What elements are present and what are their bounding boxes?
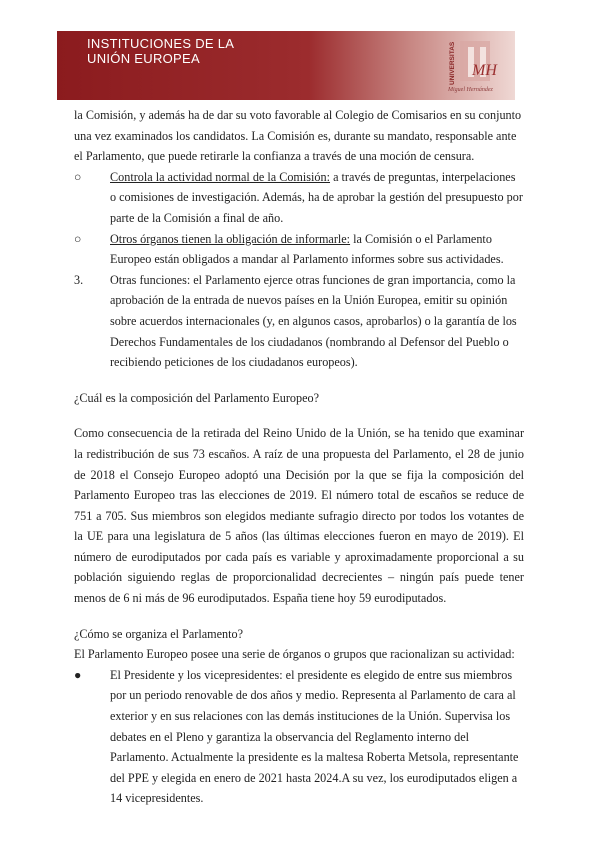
question-heading-composition: ¿Cuál es la composición del Parlamento Europeo? bbox=[74, 390, 320, 405]
underlined-lead: Controla la actividad normal de la Comisión: bbox=[110, 169, 331, 184]
intro-paragraph: la Comisión, y además ha de dar su voto favorable al Colegio de Comisarios en su conjunto una vez examinados los candidatos. La Comisión es, durante su mandato, responsable ante el Parlamento, que puede retirarle la confianza a través de una moción de censura. bbox=[74, 108, 522, 164]
underlined-lead: Otros órganos tienen la obligación de informarle: bbox=[110, 231, 351, 246]
logo-monogram: MH bbox=[472, 62, 497, 79]
list-item-3 bbox=[74, 270, 524, 373]
logo-caption: Miguel Hernández bbox=[448, 87, 493, 93]
list-item-presidente bbox=[74, 665, 524, 809]
list-item-text: Otras funciones: el Parlamento ejerce otras funciones de gran importancia, como la aprobación de la entrada de nuevos países en la Unión Europea, emitir su opinión sobre acuerdos internacionales (y, en algunos casos, aprobarlos) o la garantía de los Derechos Fundamentales de los ciudadanos (nombrando al Defensor del Pueblo o recibiendo peticiones de los ciudadanos europeos). bbox=[110, 272, 517, 370]
header-title bbox=[87, 36, 234, 66]
composition-paragraph: Como consecuencia de la retirada del Reino Unido de la Unión, se ha tenido que examinar la redistribución de sus 73 escaños. A raíz de una propuesta del Parlamento, el 28 de junio de 2018 el Consejo Europeo adoptó una Decisión por la que se fija la composición del Parlamento Europeo tras las elecciones de 2019. El número total de escaños se reduce de 751 a 705. Sus miembros son elegidos mediante sufragio directo por todos los votantes de la UE para una legislatura de 5 años (las últimas elecciones fueron en mayo de 2019). El número de eurodiputados por cada país es variable y aproximadamente proporcional a su población siguiendo reglas de proporcionalidad decrecientes – ningún país puede tener menos de 6 ni más de 96 eurodiputados. España tiene hoy 59 eurodiputados. bbox=[74, 426, 524, 606]
header-title-line1: INSTITUCIONES DE LA bbox=[87, 36, 235, 51]
list-item-text: Controla la actividad normal de la Comisión: a través de preguntas, interpelaciones o comisiones de investigación. Además, ha de aprobar la gestión del presupuesto por parte de la Comisión a final de año. bbox=[110, 169, 523, 225]
list-item-otros bbox=[74, 229, 524, 270]
organization-intro: El Parlamento Europeo posee una serie de órganos o grupos que racionalizan su actividad: bbox=[74, 647, 515, 662]
list-item-control bbox=[74, 167, 524, 229]
circle-bullet-icon: ○ bbox=[74, 169, 82, 184]
bullet-icon: ● bbox=[74, 667, 82, 682]
list-item-text: El Presidente y los vicepresidentes: el presidente es elegido de entre sus miembros por un periodo renovable de dos años y medio. Representa al Parlamento de cara al exterior y en sus relaciones con las demás instituciones de la Unión. Supervisa los debates en el Pleno y garantiza la observancia del Reglamento interno del Parlamento. Actualmente la presidente es la maltesa Roberta Metsola, representante del PPE y elegida en enero de 2021 hasta 2024.A su vez, los eurodiputados eligen a 14 vicepresidentes. bbox=[110, 667, 519, 806]
list-number: 3. bbox=[74, 272, 84, 287]
document-body bbox=[74, 105, 524, 809]
question-heading-organization: ¿Cómo se organiza el Parlamento? bbox=[74, 626, 243, 641]
logo-vertical-text: UNIVERSITAS bbox=[449, 41, 456, 85]
list-item-text: Otros órganos tienen la obligación de informarle: la Comisión o el Parlamento Europeo están obligados a mandar al Parlamento informes sobre sus actividades. bbox=[110, 231, 504, 267]
circle-bullet-icon: ○ bbox=[74, 231, 82, 246]
header-title-line2: UNIÓN EUROPEA bbox=[87, 51, 200, 66]
